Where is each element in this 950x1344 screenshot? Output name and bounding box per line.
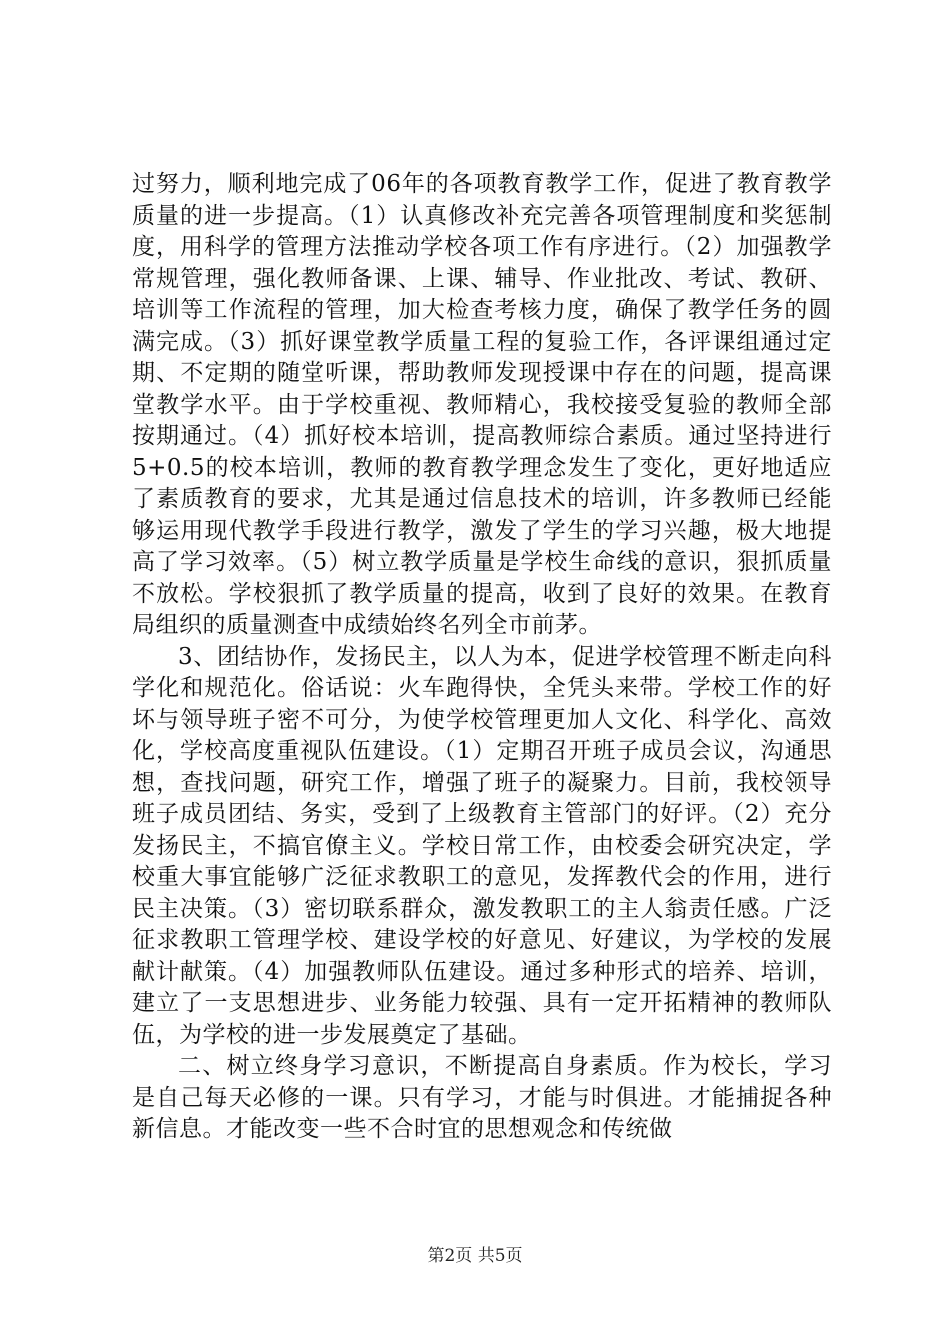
document-body bbox=[132, 169, 832, 1146]
paragraph-section-two: 二、树立终身学习意识，不断提高自身素质。作为校长，学习是自己每天必修的一课。只有学习，才能与时俱进。才能捕捉各种新信息。才能改变一些不合时宜的思想观念和传统做 bbox=[132, 1053, 832, 1142]
paragraph-continuation: 过努力，顺利地完成了06年的各项教育教学工作，促进了教育教学质量的进一步提高。（1）认真修改补充完善各项管理制度和奖惩制度，用科学的管理方法推动学校各项工作有序进行。（2）加强教学常规管理，强化教师备课、上课、辅导、作业批改、考试、教研、培训等工作流程的管理，加大检查考核力度，确保了教学任务的圆满完成。（3）抓好课堂教学质量工程的复验工作，各评课组通过定期、不定期的随堂听课，帮助教师发现授课中存在的问题，提高课堂教学水平。由于学校重视、教师精心，我校接受复验的教师全部按期通过。（4）抓好校本培训，提高教师综合素质。通过坚持进行5+0.5的校本培训，教师的教育教学理念发生了变化，更好地适应了素质教育的要求，尤其是通过信息技术的培训，许多教师已经能够运用现代教学手段进行教学，激发了学生的学习兴趣，极大地提高了学习效率。（5）树立教学质量是学校生命线的意识，狠抓质量不放松。学校狠抓了教学质量的提高，收到了良好的效果。在教育局组织的质量测查中成绩始终名列全市前茅。 bbox=[132, 171, 832, 638]
page-number-footer: 第2页 共5页 bbox=[427, 1246, 523, 1266]
paragraph-section-3: 3、团结协作，发扬民主，以人为本，促进学校管理不断走向科学化和规范化。俗话说：火车跑得快，全凭头来带。学校工作的好坏与领导班子密不可分，为使学校管理更加人文化、科学化、高效化，学校高度重视队伍建设。（1）定期召开班子成员会议，沟通思想，查找问题，研究工作，增强了班子的凝聚力。目前，我校领导班子成员团结、务实，受到了上级教育主管部门的好评。（2）充分发扬民主，不搞官僚主义。学校日常工作，由校委会研究决定，学校重大事宜能够广泛征求教职工的意见，发挥教代会的作用，进行民主决策。（3）密切联系群众，激发教职工的主人翁责任感。广泛征求教职工管理学校、建设学校的好意见、好建议，为学校的发展献计献策。（4）加强教师队伍建设。通过多种形式的培养、培训，建立了一支思想进步、业务能力较强、具有一定开拓精神的教师队伍，为学校的进一步发展奠定了基础。 bbox=[132, 643, 832, 1048]
